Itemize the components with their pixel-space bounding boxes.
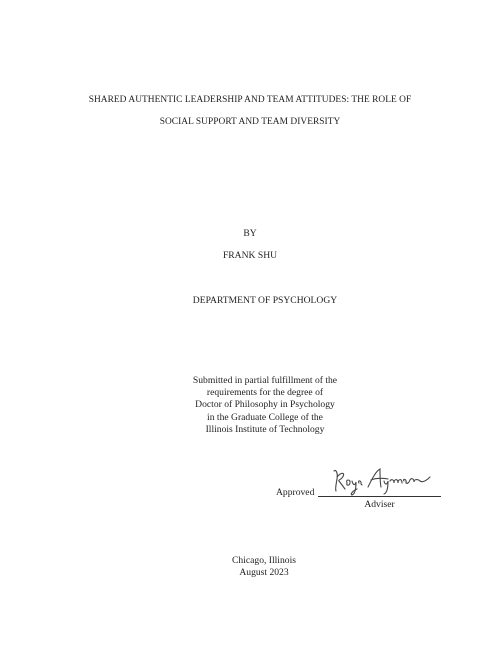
title-line-2: SOCIAL SUPPORT AND TEAM DIVERSITY xyxy=(159,117,341,127)
signature-line xyxy=(318,496,441,497)
adviser-signature xyxy=(328,465,432,497)
department: DEPARTMENT OF PSYCHOLOGY xyxy=(192,295,338,306)
approved-label: Approved xyxy=(276,487,315,498)
author-name: FRANK SHU xyxy=(222,250,278,261)
submission-line: Illinois Institute of Technology xyxy=(205,423,325,435)
title-line-1: SHARED AUTHENTIC LEADERSHIP AND TEAM ATTITUDES: THE ROLE OF xyxy=(88,95,412,105)
submission-line: Submitted in partial fulfillment of the xyxy=(192,375,338,386)
submission-statement xyxy=(0,375,500,436)
date: August 2023 xyxy=(239,567,289,578)
submission-line: requirements for the degree of xyxy=(206,387,324,399)
submission-line: Doctor of Philosophy in Psychology xyxy=(195,399,335,411)
adviser-label: Adviser xyxy=(364,499,395,510)
submission-line: in the Graduate College of the xyxy=(207,411,323,423)
by-label: BY xyxy=(243,228,257,239)
place: Chicago, Illinois xyxy=(232,555,296,566)
